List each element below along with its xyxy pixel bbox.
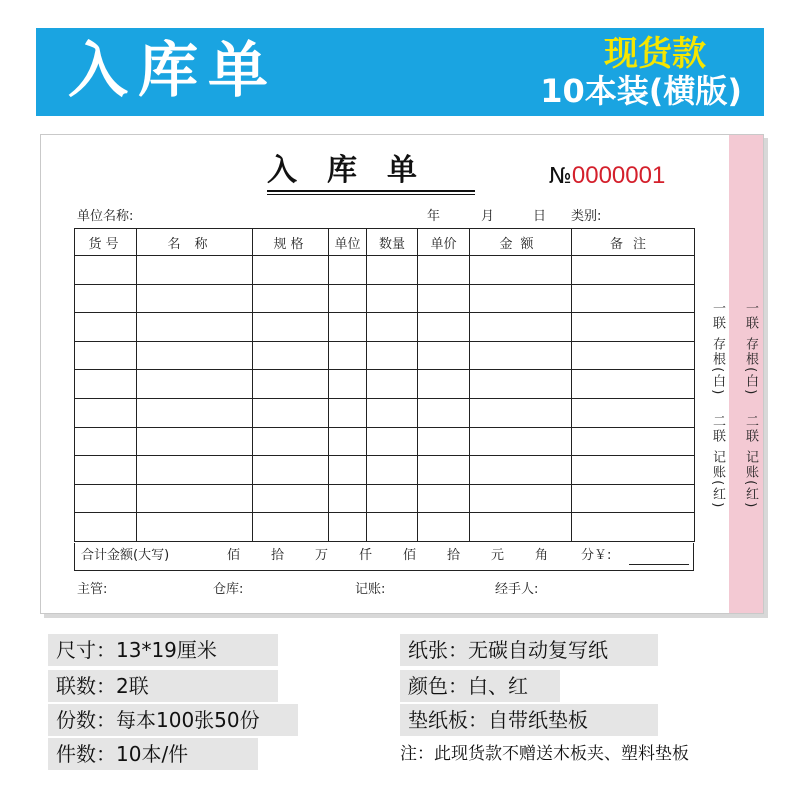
unit-yuan: 元: [491, 548, 505, 563]
table-cell: [75, 341, 137, 370]
table-cell: [137, 513, 253, 542]
total-label: 合计金额(大写): [81, 548, 170, 563]
table-row: [75, 341, 695, 370]
table-cell: [253, 256, 329, 285]
table-cell: [470, 313, 572, 342]
table-cell: [418, 256, 470, 285]
table-cell: [367, 313, 418, 342]
table-cell: [137, 427, 253, 456]
column-header: 单位: [329, 229, 367, 256]
unit-ten-thousand: 万: [315, 548, 329, 563]
unit-hundred-2: 佰: [403, 548, 417, 563]
table-cell: [572, 427, 695, 456]
unit-fen: 分￥:: [581, 548, 612, 563]
stock-badge: 现货款: [604, 34, 706, 74]
day-label: 日: [533, 209, 547, 224]
table-cell: [253, 513, 329, 542]
table-cell: [75, 313, 137, 342]
table-cell: [572, 484, 695, 513]
column-header: 单价: [418, 229, 470, 256]
copy1-label: 一联 存根(白): [710, 301, 725, 397]
table-cell: [572, 313, 695, 342]
table-cell: [253, 313, 329, 342]
bookkeeper-label: 记账:: [355, 582, 386, 597]
unit-hundred: 佰: [227, 548, 241, 563]
table-cell: [367, 513, 418, 542]
unit-ten: 拾: [271, 548, 285, 563]
year-label: 年: [427, 209, 441, 224]
table-row: [75, 284, 695, 313]
table-cell: [572, 398, 695, 427]
table-cell: [367, 427, 418, 456]
table-cell: [572, 341, 695, 370]
table-cell: [137, 256, 253, 285]
table-cell: [572, 456, 695, 485]
table-row: [75, 256, 695, 285]
table-cell: [572, 256, 695, 285]
table-cell: [75, 484, 137, 513]
table-row: [75, 427, 695, 456]
table-cell: [329, 256, 367, 285]
table-cell: [253, 484, 329, 513]
spec-paper: 纸张：无碳自动复写纸: [400, 634, 658, 666]
table-header-row: [75, 229, 695, 256]
table-cell: [253, 456, 329, 485]
handler-label: 经手人:: [495, 582, 539, 597]
table-cell: [253, 398, 329, 427]
table-cell: [367, 341, 418, 370]
spec-pad: 垫纸板：自带纸垫板: [400, 704, 658, 736]
table-cell: [329, 313, 367, 342]
table-cell: [75, 284, 137, 313]
spec-parts: 联数：2联: [48, 670, 278, 702]
table-cell: [470, 484, 572, 513]
supervisor-label: 主管:: [77, 582, 108, 597]
table-row: [75, 398, 695, 427]
table-cell: [572, 284, 695, 313]
copy1-label: 一联 存根(白): [743, 301, 758, 397]
copy2-label: 二联 记账(红): [743, 414, 758, 510]
table-cell: [367, 256, 418, 285]
column-header: 数量: [367, 229, 418, 256]
table-cell: [418, 513, 470, 542]
receipt-number: [549, 163, 665, 190]
table-cell: [137, 313, 253, 342]
table-cell: [418, 341, 470, 370]
spec-color: 颜色：白、红: [400, 670, 560, 702]
table-row: [75, 370, 695, 399]
title-underline: [267, 194, 475, 195]
table-cell: [367, 284, 418, 313]
table-cell: [75, 256, 137, 285]
table-row: [75, 513, 695, 542]
receipt-form: [40, 134, 764, 614]
number-value: 0000001: [571, 162, 666, 189]
column-header: 规格: [253, 229, 329, 256]
table-row: [75, 484, 695, 513]
table-cell: [75, 398, 137, 427]
table-cell: [418, 398, 470, 427]
table-cell: [329, 513, 367, 542]
table-cell: [329, 427, 367, 456]
table-cell: [75, 427, 137, 456]
table-cell: [470, 398, 572, 427]
copy2-label: 二联 记账(红): [710, 414, 725, 510]
spec-pieces: 件数：10本/件: [48, 738, 258, 770]
total-amount-row: [74, 543, 694, 571]
spec-size: 尺寸：13*19厘米: [48, 634, 278, 666]
table-cell: [75, 456, 137, 485]
table-row: [75, 456, 695, 485]
table-cell: [418, 484, 470, 513]
table-cell: [572, 513, 695, 542]
table-cell: [418, 313, 470, 342]
table-row: [75, 313, 695, 342]
column-header: 备注: [572, 229, 695, 256]
table-cell: [75, 513, 137, 542]
copy-labels: [701, 301, 725, 522]
amount-underline: [629, 564, 689, 565]
table-cell: [329, 484, 367, 513]
table-cell: [329, 398, 367, 427]
table-cell: [470, 370, 572, 399]
column-header: 货号: [75, 229, 137, 256]
table-cell: [418, 427, 470, 456]
banner-title: 入库单: [68, 36, 278, 106]
table-cell: [137, 370, 253, 399]
table-cell: [137, 284, 253, 313]
table-cell: [137, 341, 253, 370]
table-cell: [470, 284, 572, 313]
table-cell: [470, 456, 572, 485]
table-cell: [470, 256, 572, 285]
table-cell: [137, 456, 253, 485]
table-cell: [137, 398, 253, 427]
table-cell: [367, 398, 418, 427]
spec-sets: 份数：每本100张50份: [48, 704, 298, 736]
table-cell: [470, 341, 572, 370]
spec-note: 注：此现货款不赠送木板夹、塑料垫板: [400, 744, 689, 764]
table-cell: [329, 370, 367, 399]
table-cell: [253, 370, 329, 399]
unit-ten-2: 拾: [447, 548, 461, 563]
table-cell: [367, 484, 418, 513]
table-cell: [253, 284, 329, 313]
column-header: 金额: [470, 229, 572, 256]
unit-name-label: 单位名称:: [77, 209, 134, 224]
table-cell: [470, 513, 572, 542]
table-cell: [253, 427, 329, 456]
signature-row: [77, 581, 697, 599]
table-cell: [329, 341, 367, 370]
month-label: 月: [481, 209, 495, 224]
table-cell: [418, 456, 470, 485]
table-cell: [470, 427, 572, 456]
table-cell: [137, 484, 253, 513]
meta-row: [77, 208, 697, 226]
table-cell: [329, 456, 367, 485]
table-cell: [572, 370, 695, 399]
receipt-title: 入库单: [267, 153, 447, 188]
table-cell: [75, 370, 137, 399]
unit-thousand: 仟: [359, 548, 373, 563]
column-header: 名称: [137, 229, 253, 256]
category-label: 类别:: [571, 209, 602, 224]
unit-jiao: 角: [535, 548, 549, 563]
number-prefix: №: [549, 164, 572, 189]
table-cell: [418, 370, 470, 399]
title-underline: [267, 190, 475, 192]
pink-copy-labels: [734, 301, 758, 522]
table-cell: [367, 370, 418, 399]
table-cell: [253, 341, 329, 370]
table-cell: [418, 284, 470, 313]
warehouse-label: 仓库:: [213, 582, 244, 597]
title-banner: [36, 28, 764, 116]
items-table: [74, 228, 695, 542]
table-cell: [367, 456, 418, 485]
pink-copy-sheet: [729, 135, 763, 613]
table-cell: [329, 284, 367, 313]
pack-badge: 10本装(横版): [540, 72, 742, 110]
